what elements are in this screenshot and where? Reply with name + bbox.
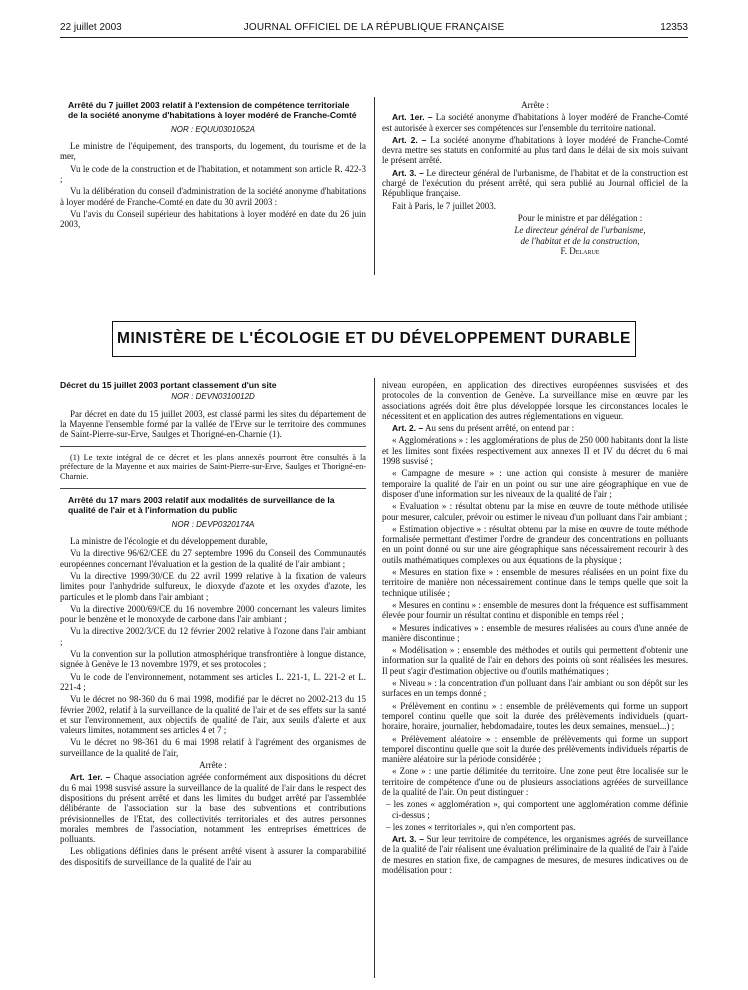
header-rule: [60, 37, 688, 38]
definition-station-fixe: « Mesures en station fixe » : ensemble de mesures réalisées en un point fixe du territoire de manière non nécessairement continue dans le temps quelle que soit la technique utilisée ;: [382, 567, 688, 598]
signature-name: F. Delarue: [560, 245, 600, 256]
decret-nor: NOR : DEVN0310012D: [171, 392, 255, 402]
continuation-text: niveau européen, en application des directives européennes susvisées et des protocoles de la convention de Genève. La surveillance mise en œuvre par les associations agréés doit être plus développée lorsque les circonstances locales le nécessitent et en application des autres réglementations en vigueur.: [382, 380, 688, 421]
arrete2-visa-4: Vu la directive 2002/3/CE du 12 février 2002 relative à l'ozone dans l'air ambiant ;: [60, 626, 366, 647]
arrete1-article-3: Art. 3. – Le directeur général de l'urbanisme, de l'habitat et de la construction est chargé de l'exécution du présent arrêté, qui sera publié au Journal officiel de la République française.: [382, 167, 689, 199]
column-divider-bottom: [374, 378, 375, 978]
arrete1-article-1: Art. 1er. – La société anonyme d'habitations à loyer modéré de Franche-Comté est autorisée à exercer ses compétences sur l'ensemble du territoire national.: [382, 112, 688, 133]
arrete1-column-right: [382, 100, 688, 258]
signature-line-2: Le directeur général de l'urbanisme,: [514, 225, 646, 236]
zone-list-item: – les zones « territoriales », qui n'en comportent pas.: [386, 821, 576, 832]
arrete2-minister: La ministre de l'écologie et du développement durable,: [70, 536, 268, 547]
journal-title: JOURNAL OFFICIEL DE LA RÉPUBLIQUE FRANÇAISE: [243, 22, 505, 33]
arrete1-column-left: [60, 100, 366, 231]
arrete2-visa-2: Vu la directive 1999/30/CE du 22 avril 1999 relative à la fixation de valeurs limites pour l'anhydride sulfureux, le dioxyde d'azote et les oxydes d'azote, les particules et le plomb dans l'air ambiant ;: [60, 570, 366, 602]
definition-niveau: « Niveau » : la concentration d'un polluant dans l'air ambiant ou son dépôt sur les surfaces en un temps donné ;: [382, 678, 688, 699]
decret-footnote: (1) Le texte intégral de ce décret et les plans annexés pourront être consultés à la préfecture de la Mayenne et aux mairies de Saint-Pierre-sur-Erve, Saulges et Thorigné-en-Charnie.: [60, 452, 366, 482]
arrete2-visa-1: Vu la directive 96/62/CEE du 27 septembre 1996 du Conseil des Communautés européennes concernant l'évaluation et la gestion de la qualité de l'air ambiant ;: [60, 548, 366, 569]
page-header: [60, 22, 688, 36]
issue-date: 22 juillet 2003: [60, 22, 122, 33]
ministry-banner: MINISTÈRE DE L'ÉCOLOGIE ET DU DÉVELOPPEMENT DURABLE: [112, 321, 636, 357]
definition-estimation: « Estimation objective » : résultat obtenu par la mise en œuvre de toute méthode formalisée permettant d'estimer l'ordre de grandeur des concentrations en polluants en un point donné ou sur une aire géographique sans nécessairement recourir à des outils mathématiques complexes ou aux équations de la physique ;: [382, 523, 688, 565]
definition-modelisation: « Modélisation » : ensemble des méthodes et outils qui permettent d'obtenir une information sur la qualité de l'air en dehors des points où sont réalisées les mesures. Il peut s'agir d'estimation objective ou d'outils mathématiques ;: [382, 645, 688, 676]
arrete2-visa-7: Vu le décret no 98-360 du 6 mai 1998, modifié par le décret no 2002-213 du 15 février 2002, relatif à la surveillance de la qualité de l'air et de ses effets sur la santé et sur l'environnement, aux objectifs de qualité de l'air, aux seuils d'alerte et aux valeurs limites, notamment ses articles 4 et 7 ;: [60, 694, 366, 736]
arrete1-title: Arrêté du 7 juillet 2003 relatif à l'extension de compétence territoriale de la société anonyme d'habitations à loyer modéré de Franche-Comté: [68, 100, 357, 121]
arrete1-visa-3: Vu l'avis du Conseil supérieur des habitations à loyer modéré en date du 26 juin 2003,: [60, 208, 366, 230]
arrete2-nor: NOR : DEVP0320174A: [171, 519, 255, 529]
article-2: Art. 2. – Au sens du présent arrêté, on entend par :: [392, 423, 575, 434]
arrete2-visa-5: Vu la convention sur la pollution atmosphérique transfrontière à longue distance, signée à Genève le 13 novembre 1979, et ses protocoles ;: [60, 649, 366, 670]
definition-prelevement-aleatoire: « Prélèvement aléatoire » : ensemble de prélèvements qui forme un support temporel discontinu quelle que soit la durée des prélèvements individuels répartis de manière aléatoire sur la période considérée ;: [382, 733, 688, 765]
decret-body: Par décret en date du 15 juillet 2003, est classé parmi les sites du département de la Mayenne l'ensemble formé par la vallée de l'Erve sur le territoire des communes de Saint-Pierre-sur-Erve, Saulges et Thorigné-en-Charnie (1).: [60, 408, 366, 440]
arrete1-article-2: Art. 2. – La société anonyme d'habitations à loyer modéré de Franche-Comté devra mettre ses statuts en conformité au plus tard dans le délai de six mois suivant le présent arrêté.: [382, 134, 688, 166]
definition-mesures-continu: « Mesures en continu » : ensemble de mesures dont la fréquence est suffisamment élevée pour fournir un résultat continu et disponible en temps réel ;: [382, 599, 688, 621]
section-rule: [60, 488, 366, 489]
arrete2-visa-3: Vu la directive 2000/69/CE du 16 novembre 2000 concernant les valeurs limites pour le benzène et le monoxyde de carbone dans l'air ambiant ;: [60, 603, 366, 625]
zone-list-item: – les zones « agglomération », qui comportent une agglomération comme définie ci-dessus ;: [386, 799, 688, 820]
lower-right-column: [382, 380, 688, 877]
arrete2-title: Arrêté du 17 mars 2003 relatif aux modalités de surveillance de la qualité de l'air et à l'information du public: [68, 494, 335, 516]
definition-evaluation: « Evaluation » : résultat obtenu par la mise en œuvre de toute méthode utilisée pour mesurer, calculer, prévoir ou estimer le niveau d'un polluant dans l'air ambiant ;: [382, 501, 688, 522]
arrete1-visa-1: Vu le code de la construction et de l'habitation, et notamment son article R. 422-3 ;: [60, 163, 366, 184]
definition-zone: « Zone » : une partie délimitée du territoire. Une zone peut être localisée sur le territoire de compétence d'une ou de plusieurs associations agréées de surveillance de la qualité de l'air. On peut distinguer :: [382, 766, 688, 797]
arrete1-minister: Le ministre de l'équipement, des transports, du logement, du tourisme et de la mer,: [60, 141, 366, 162]
lower-left-column: [60, 380, 366, 869]
signature-line-3: de l'habitat et de la construction,: [520, 235, 640, 246]
arrete1-visa-2: Vu la délibération du conseil d'administration de la société anonyme d'habitations à loyer modéré de Franche-Comté en date du 30 avril 2003 :: [60, 186, 366, 207]
arrete2-visa-8: Vu le décret no 98-361 du 6 mai 1998 relatif à l'agrément des organismes de surveillance de la qualité de l'air,: [60, 737, 366, 758]
arrete2-visa-6: Vu le code de l'environnement, notamment ses articles L. 221-1, L. 221-2 et L. 221-4 ;: [60, 671, 366, 692]
arrete1-nor: NOR : EQUU0301052A: [170, 124, 256, 134]
column-divider-top: [374, 97, 375, 275]
article-3: Art. 3. – Sur leur territoire de compétence, les organismes agréés de surveillance de la qualité de l'air réalisent une évaluation préliminaire de la qualité de l'air à l'aide de mesures en station fixe, de campagnes de mesures, de mesures indicatives ou de modélisation pour :: [382, 834, 688, 876]
definition-prelevement-continu: « Prélèvement en continu » : ensemble de prélèvements qui forme un support temporel continu quelle que soit la durée des prélèvements individuels (quart-horaire, horaire, journalier, hebdomadaire, toutes les deux semaines, mensuel...) ;: [382, 700, 688, 732]
arrete2-article-1: Art. 1er. – Chaque association agréée conformément aux dispositions du décret du 6 mai 1998 susvisé assure la surveillance de la qualité de l'air dans le respect des dispositions du présent arrêté et dans les limites du budget arrêté par l'assemblée délibérante de l'association sur la base des subventions et contributions prévisionnelles de l'Etat, des collectivités territoriales et des autres personnes morales membres de l'association, notamment les entreprises émettrices de polluants.: [60, 772, 366, 845]
page-number: 12353: [660, 22, 688, 33]
arrete1-fait: Fait à Paris, le 7 juillet 2003.: [392, 200, 496, 211]
footnote-rule: [60, 446, 366, 447]
arrete1-arrete: Arrête :: [521, 100, 549, 110]
definition-campagne: « Campagne de mesure » : une action qui consiste à mesurer de manière temporaire la qualité de l'air en un point ou sur une aire géographique en vue de disposer d'une information sur les niveaux de la qualité de l'air ;: [382, 468, 688, 499]
arrete2-obligations: Les obligations définies dans le présent arrêté visent à assurer la comparabilité des dispositifs de surveillance de la qualité de l'air au: [60, 846, 366, 867]
definition-agglomerations: « Agglomérations » : les agglomérations de plus de 250 000 habitants dont la liste et les limites sont fixées respectivement aux annexes II et IV du décret du 6 mai 1998 susvisé ;: [382, 435, 688, 467]
signature-line-1: Pour le ministre et par délégation :: [517, 212, 643, 223]
arrete2-arrete: Arrête :: [199, 760, 227, 771]
definition-mesures-indicatives: « Mesures indicatives » : ensemble de mesures réalisées au cours d'une année de manière discontinue ;: [382, 622, 688, 643]
decret-title: Décret du 15 juillet 2003 portant classement d'un site: [60, 380, 277, 390]
